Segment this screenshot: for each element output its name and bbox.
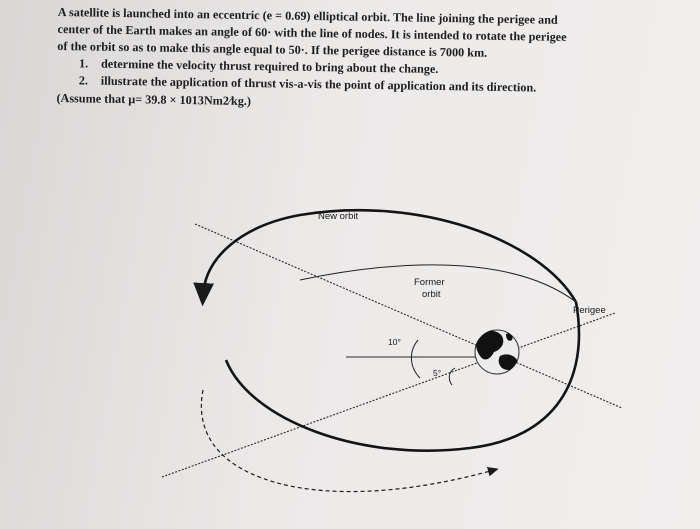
problem-line-3: of the orbit so as to make this angle equal to 50·. If the perigee distance is 7000 km. [57,38,488,60]
problem-line-2: center of the Earth makes an angle of 60· with the line of nodes. It is intended to rotate the perigee [57,21,567,44]
label-former-orbit-2: orbit [422,289,441,300]
label-perigee: Perigee [573,305,606,316]
label-new-orbit: New orbit [318,211,359,222]
task-text-1: determine the velocity thrust required to bring about the change. [100,56,439,76]
label-former-orbit-1: Former [414,277,445,288]
line-of-nodes-upper [195,224,622,408]
orbit-lower-arc [226,302,579,451]
assumption-text: (Assume that μ= 39.8 × 1013Nm2⁄kg.) [56,90,252,109]
task-number-1: 1. [78,56,89,71]
angle-arc-5 [449,368,455,385]
task-number-2: 2. [78,73,89,88]
label-angle-10: 10° [388,337,401,347]
new-orbit-arc [203,210,576,302]
earth-icon [475,330,519,374]
problem-line-1: A satellite is launched into an eccentric (e = 0.69) elliptical orbit. The line joining the perigee and [57,4,558,27]
task-text-2: illustrate the application of thrust vis-a-vis the point of application and its direction. [100,73,537,95]
label-angle-5: 5° [433,368,442,378]
angle-arc-10 [411,340,420,378]
